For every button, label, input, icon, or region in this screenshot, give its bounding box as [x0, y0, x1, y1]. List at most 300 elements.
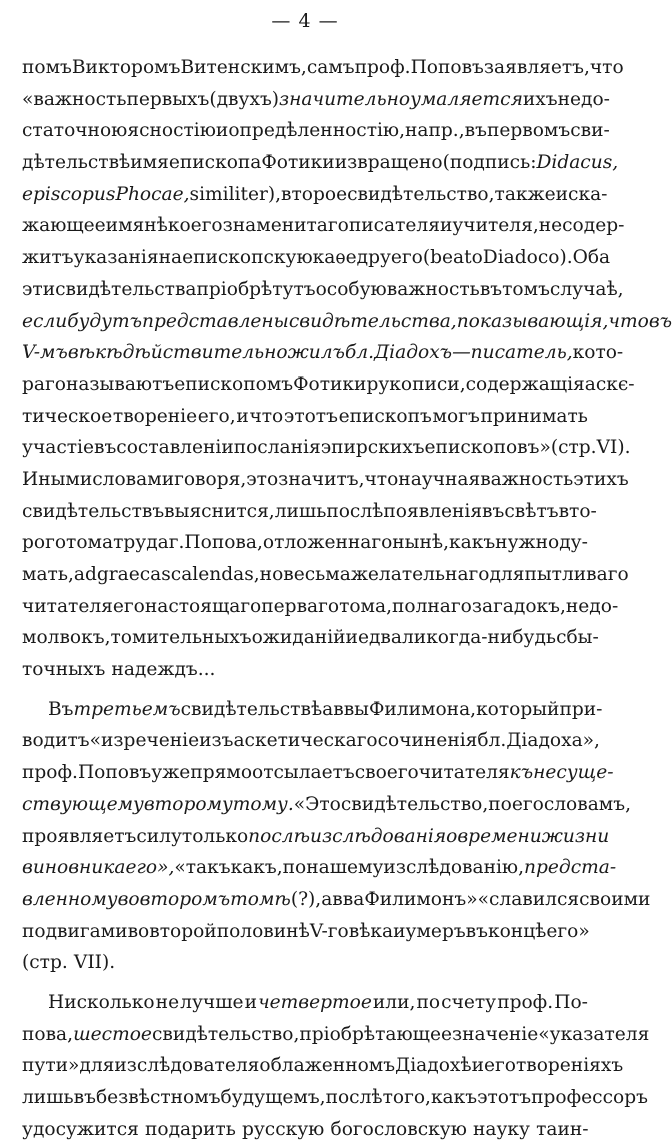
word: Филимонъ» [364, 888, 478, 910]
text-line [22, 147, 619, 179]
word: своего [354, 762, 419, 784]
italic-word: episcopus [22, 183, 116, 205]
word: по [282, 857, 307, 879]
word: принимать [480, 405, 588, 427]
word: статочною [22, 120, 128, 142]
italic-word: несуще- [533, 762, 614, 784]
word: его [390, 247, 423, 269]
word: безвѣстномъ [95, 1087, 221, 1108]
word: лишь [22, 1087, 74, 1108]
word: второе [281, 183, 348, 205]
text-line [22, 987, 588, 1019]
word: только [181, 825, 249, 847]
word: это [246, 468, 279, 490]
word: въ [465, 920, 488, 942]
word: весьма [283, 564, 351, 585]
italic-word: къ [509, 762, 534, 784]
italic-word: второму [143, 793, 233, 815]
word: VII). [73, 952, 116, 974]
word: заявляетъ, [483, 57, 590, 78]
text-line [22, 725, 600, 757]
word: подарить [145, 1118, 236, 1140]
word: житъ [22, 247, 74, 269]
word: во [127, 920, 150, 942]
text-line [22, 401, 588, 433]
word: того, [382, 1087, 431, 1108]
word: умеръ [405, 920, 466, 942]
word: какъ, [230, 857, 283, 879]
word: аввы [322, 698, 369, 720]
italic-word: вѣкѣ [67, 342, 123, 364]
word: сочиненія [377, 730, 478, 752]
word: calendas, [170, 564, 260, 585]
word: Въ [48, 698, 74, 720]
paragraph [22, 987, 650, 1145]
word: профессоръ [531, 1087, 648, 1108]
word: нашему [306, 857, 384, 879]
word: Витенскимъ, [180, 57, 307, 78]
word: на [158, 247, 183, 269]
word: твореніяхъ [515, 1055, 624, 1077]
italic-word: томѣ [230, 888, 291, 910]
word: сви- [570, 120, 610, 142]
word: дѣтельствѣ [22, 152, 131, 174]
word: ду- [559, 532, 588, 554]
word: «такъ [174, 857, 231, 879]
word: недо- [565, 595, 619, 617]
word: (подпись: [442, 152, 537, 174]
text-line [22, 496, 597, 528]
word: вѣка [348, 920, 394, 942]
word: что [249, 405, 284, 427]
text-line [22, 821, 610, 853]
word: graecas [96, 564, 171, 585]
italic-word: послѣ [248, 825, 310, 847]
word: (стр. [22, 952, 68, 974]
word: научная [398, 468, 481, 490]
word: епископомъ [174, 373, 294, 395]
word: Діадохѣ [395, 1055, 472, 1077]
word: изъ [199, 730, 234, 752]
word: пути» [22, 1055, 80, 1077]
word: первыхъ [126, 88, 210, 110]
word: будущемъ, [220, 1087, 326, 1108]
word: По- [554, 991, 588, 1013]
italic-word: второмъ [139, 888, 231, 910]
word: важность [480, 468, 574, 490]
word: особую [315, 278, 387, 300]
italic-word: бл. [344, 342, 375, 364]
word: настоящаго [144, 595, 262, 617]
text-line [22, 306, 672, 338]
italic-word: ствующему [22, 793, 144, 815]
italic-word: Діадохъ [374, 342, 453, 364]
word: имя [130, 152, 169, 174]
word: едва [357, 627, 402, 649]
word: указанія [73, 247, 159, 269]
word: и [393, 920, 406, 942]
word: свидѣтельство, [347, 183, 495, 205]
word: своими [579, 888, 651, 910]
word: когда-нибудь [426, 627, 557, 649]
word: въ [464, 120, 487, 142]
word: проф. [22, 762, 78, 784]
word: важность [386, 278, 480, 300]
word: тома, [339, 595, 393, 617]
word: отсылаетъ [252, 762, 355, 784]
word: и [215, 120, 229, 142]
word: желательнаго [350, 564, 490, 585]
text-line [22, 210, 625, 242]
italic-word: о [446, 825, 458, 847]
word: нѣкоего [144, 215, 223, 237]
word: или, [372, 991, 416, 1013]
word: отложеннаго [262, 532, 393, 554]
word: ихъ [522, 88, 558, 110]
word: свидѣтельство, [340, 793, 489, 815]
document-page [22, 6, 672, 1140]
word: но [259, 564, 284, 585]
text-line [22, 84, 610, 116]
word: епископа [168, 152, 262, 174]
word: епископскую [182, 247, 313, 269]
word: свидѣтельство, [151, 1023, 300, 1045]
word: Филимона, [368, 698, 477, 720]
text-line [22, 1019, 650, 1051]
text-line [22, 179, 608, 211]
word: проф. [354, 57, 411, 78]
italic-word: во [117, 888, 140, 910]
word: составленіи [116, 437, 234, 459]
word: который [476, 698, 560, 720]
word: содер- [562, 215, 625, 237]
italic-word: представлены [141, 310, 289, 332]
text-line [22, 464, 629, 496]
text-line [22, 527, 588, 559]
word: кото- [572, 342, 624, 364]
text-line [22, 591, 619, 623]
word: его» [546, 920, 590, 942]
word: половинѣ [216, 920, 310, 942]
word: недо- [557, 88, 610, 110]
italic-word: писатель, [470, 342, 573, 364]
body-text [22, 52, 672, 1145]
word: счету [441, 991, 497, 1013]
italic-word: что [608, 310, 649, 332]
word: бл. [477, 730, 507, 752]
word: удосужится [22, 1118, 139, 1140]
word: молвокъ, [22, 627, 111, 649]
word: аскетическаго [233, 730, 378, 752]
word: этотъ [283, 405, 338, 427]
word: «славился [477, 888, 580, 910]
italic-word: третьемъ [73, 698, 181, 720]
text-line [22, 947, 588, 979]
word: концѣ [487, 920, 547, 942]
word: русскую [241, 1118, 325, 1140]
word: въ [479, 278, 503, 300]
italic-word: изслѣдованія [309, 825, 447, 847]
word: надеждъ... [111, 659, 216, 681]
word: проф. [497, 991, 554, 1013]
word: ясностію [127, 120, 216, 142]
word: уже [151, 762, 191, 784]
word: ожиданій [251, 627, 346, 649]
word: «важность [22, 88, 127, 110]
word: твореніе [112, 405, 198, 427]
text-line [22, 115, 610, 147]
word: томъ [502, 278, 550, 300]
word: каѳедру [312, 247, 391, 269]
paragraph [22, 694, 651, 979]
italic-word: показывающія, [456, 310, 609, 332]
word: какъ [430, 1087, 478, 1108]
word: помъ [22, 57, 72, 78]
word: читателя [418, 762, 510, 784]
text-line [22, 789, 632, 821]
italic-word: виновника [22, 857, 126, 879]
word: ли [401, 627, 427, 649]
word: науку [473, 1118, 530, 1140]
word: его [511, 793, 544, 815]
word: труда [113, 532, 169, 554]
word: Попова, [184, 532, 263, 554]
word: выяснится, [164, 500, 275, 522]
word: эпирскихъ [320, 437, 425, 459]
italic-word: будутъ [67, 310, 142, 332]
text-line [22, 274, 624, 306]
word: свѣтъ [504, 500, 559, 522]
word: имя [105, 215, 145, 237]
italic-word: времени [457, 825, 542, 847]
word: появленія [383, 500, 483, 522]
word: V-го [309, 920, 349, 942]
word: словамъ, [543, 793, 632, 815]
word: проявляетъ [22, 825, 137, 847]
word: епископовъ» [424, 437, 551, 459]
word: иска- [555, 183, 608, 205]
italic-word: если [22, 310, 68, 332]
word: прямо [190, 762, 253, 784]
word: силу [136, 825, 182, 847]
paragraph-gap [22, 686, 588, 694]
word: нынѣ, [392, 532, 449, 554]
word: извращено [334, 152, 443, 174]
word: его, [197, 405, 236, 427]
word: эти [22, 278, 56, 300]
word: пріобрѣтутъ [196, 278, 316, 300]
word: послѣ [325, 1087, 383, 1108]
word: пова, [22, 1023, 74, 1045]
word: читателя [22, 595, 113, 617]
italic-word: шестое [73, 1023, 152, 1045]
word: similiter), [189, 183, 282, 205]
word: его [112, 595, 145, 617]
word: участіе [22, 437, 94, 459]
italic-word: четвертое [258, 991, 372, 1013]
word: Иными [22, 468, 93, 490]
word: нужно [495, 532, 560, 554]
word: писателя [348, 215, 440, 237]
word: подвигами [22, 920, 128, 942]
word: авва [321, 888, 365, 910]
word: въ [73, 1087, 96, 1108]
word: Оба [572, 247, 611, 269]
word: перваго [261, 595, 340, 617]
word: жающее [22, 215, 106, 237]
word: этотъ [477, 1087, 532, 1108]
word: рукописи, [366, 373, 466, 395]
text-line [22, 622, 599, 654]
word: «Это [293, 793, 341, 815]
word: значитъ, [278, 468, 365, 490]
italic-word: жилъ [287, 342, 345, 364]
word: г. [168, 532, 185, 554]
word: самъ [306, 57, 355, 78]
word: напр., [405, 120, 465, 142]
word: Поповъ [77, 762, 152, 784]
word: и [345, 627, 358, 649]
word: свидѣтельствъ [22, 500, 165, 522]
italic-word: дѣйствительно [122, 342, 288, 364]
text-line [22, 1082, 648, 1114]
italic-word: V-мъ [22, 342, 68, 364]
word: могъ [432, 405, 480, 427]
word: рого [22, 532, 67, 554]
text-line [22, 654, 588, 686]
word: точныхъ [22, 659, 106, 681]
word: сбы- [556, 627, 599, 649]
italic-word: Didacus, [536, 152, 619, 174]
word: называютъ [65, 373, 175, 395]
word: что [364, 468, 399, 490]
word: первомъ [486, 120, 571, 142]
word: второй [149, 920, 217, 942]
italic-word: въ [648, 310, 672, 332]
italic-word: Phocae, [115, 183, 190, 205]
word: и [236, 405, 249, 427]
word: Фотики [293, 373, 367, 395]
word: послѣ [326, 500, 384, 522]
word: богословскую [330, 1118, 467, 1140]
word: опредѣленностію, [228, 120, 406, 142]
word: Нисколько [48, 991, 155, 1013]
word: для [489, 564, 525, 585]
word: учителя, [452, 215, 539, 237]
word: (beato [422, 247, 483, 269]
word: аскє- [584, 373, 635, 395]
word: ad [73, 564, 97, 585]
word: при- [559, 698, 603, 720]
word: Diadoco). [482, 247, 573, 269]
word: не [155, 991, 180, 1013]
word: томительныхъ [110, 627, 252, 649]
word: свидѣтельствѣ [180, 698, 323, 720]
text-line [22, 337, 624, 369]
italic-word: тому. [232, 793, 294, 815]
word: въ [482, 500, 505, 522]
word: какъ [449, 532, 496, 554]
word: лучше [180, 991, 244, 1013]
word: свидѣтельства [55, 278, 197, 300]
word: по [488, 793, 512, 815]
word: значеніе [451, 1023, 539, 1045]
text-line [22, 52, 624, 84]
italic-word: умаляется [410, 88, 523, 110]
italic-word: свидѣтельства, [288, 310, 457, 332]
word: также [494, 183, 556, 205]
word: VI). [596, 437, 631, 459]
text-line [22, 1114, 588, 1145]
word: случаѣ, [549, 278, 624, 300]
word: епископъ [338, 405, 432, 427]
word: пріобрѣтающее [299, 1023, 452, 1045]
word: этихъ [573, 468, 629, 490]
word: мать, [22, 564, 74, 585]
word: (двухъ) [209, 88, 280, 110]
word: и [439, 215, 453, 237]
word: говоря, [174, 468, 247, 490]
word: раго [22, 373, 66, 395]
text-line [22, 694, 603, 726]
word: загадокъ, [471, 595, 566, 617]
word: Поповъ [410, 57, 484, 78]
word: таин- [536, 1118, 589, 1140]
word: по [416, 991, 441, 1013]
word: Викторомъ [71, 57, 181, 78]
word: содержащія [465, 373, 585, 395]
word: знаменитаго [222, 215, 349, 237]
italic-word: вленному [22, 888, 118, 910]
text-line [22, 757, 614, 789]
word: (стр. [550, 437, 597, 459]
italic-word: значительно [279, 88, 411, 110]
word: полнаго [392, 595, 472, 617]
word: посланія [233, 437, 321, 459]
page-number: — 4 — [271, 10, 339, 32]
italic-word: предста- [524, 857, 617, 879]
word: Фотики [261, 152, 335, 174]
word: не [538, 215, 563, 237]
word: блаженномъ [270, 1055, 396, 1077]
word: что [589, 57, 624, 78]
paragraph [22, 52, 672, 686]
italic-word: жизни [541, 825, 610, 847]
word: вто- [558, 500, 597, 522]
text-line [22, 852, 617, 884]
word: пытливаго [524, 564, 629, 585]
text-line [22, 369, 635, 401]
text-line [22, 916, 588, 948]
word: тома [66, 532, 114, 554]
word: водитъ [22, 730, 90, 752]
word: тическое [22, 405, 113, 427]
word: изслѣдованію, [383, 857, 525, 879]
text-line [22, 884, 651, 916]
text-line [22, 1050, 624, 1082]
word: въ [93, 437, 117, 459]
word: и [244, 991, 257, 1013]
italic-word: его», [125, 857, 175, 879]
word: для [79, 1055, 115, 1077]
text-line [22, 559, 629, 591]
word: словами [92, 468, 175, 490]
word: его [484, 1055, 516, 1077]
text-line [22, 432, 631, 464]
word: (?), [290, 888, 322, 910]
word: «указателя [538, 1023, 650, 1045]
word: и [471, 1055, 484, 1077]
